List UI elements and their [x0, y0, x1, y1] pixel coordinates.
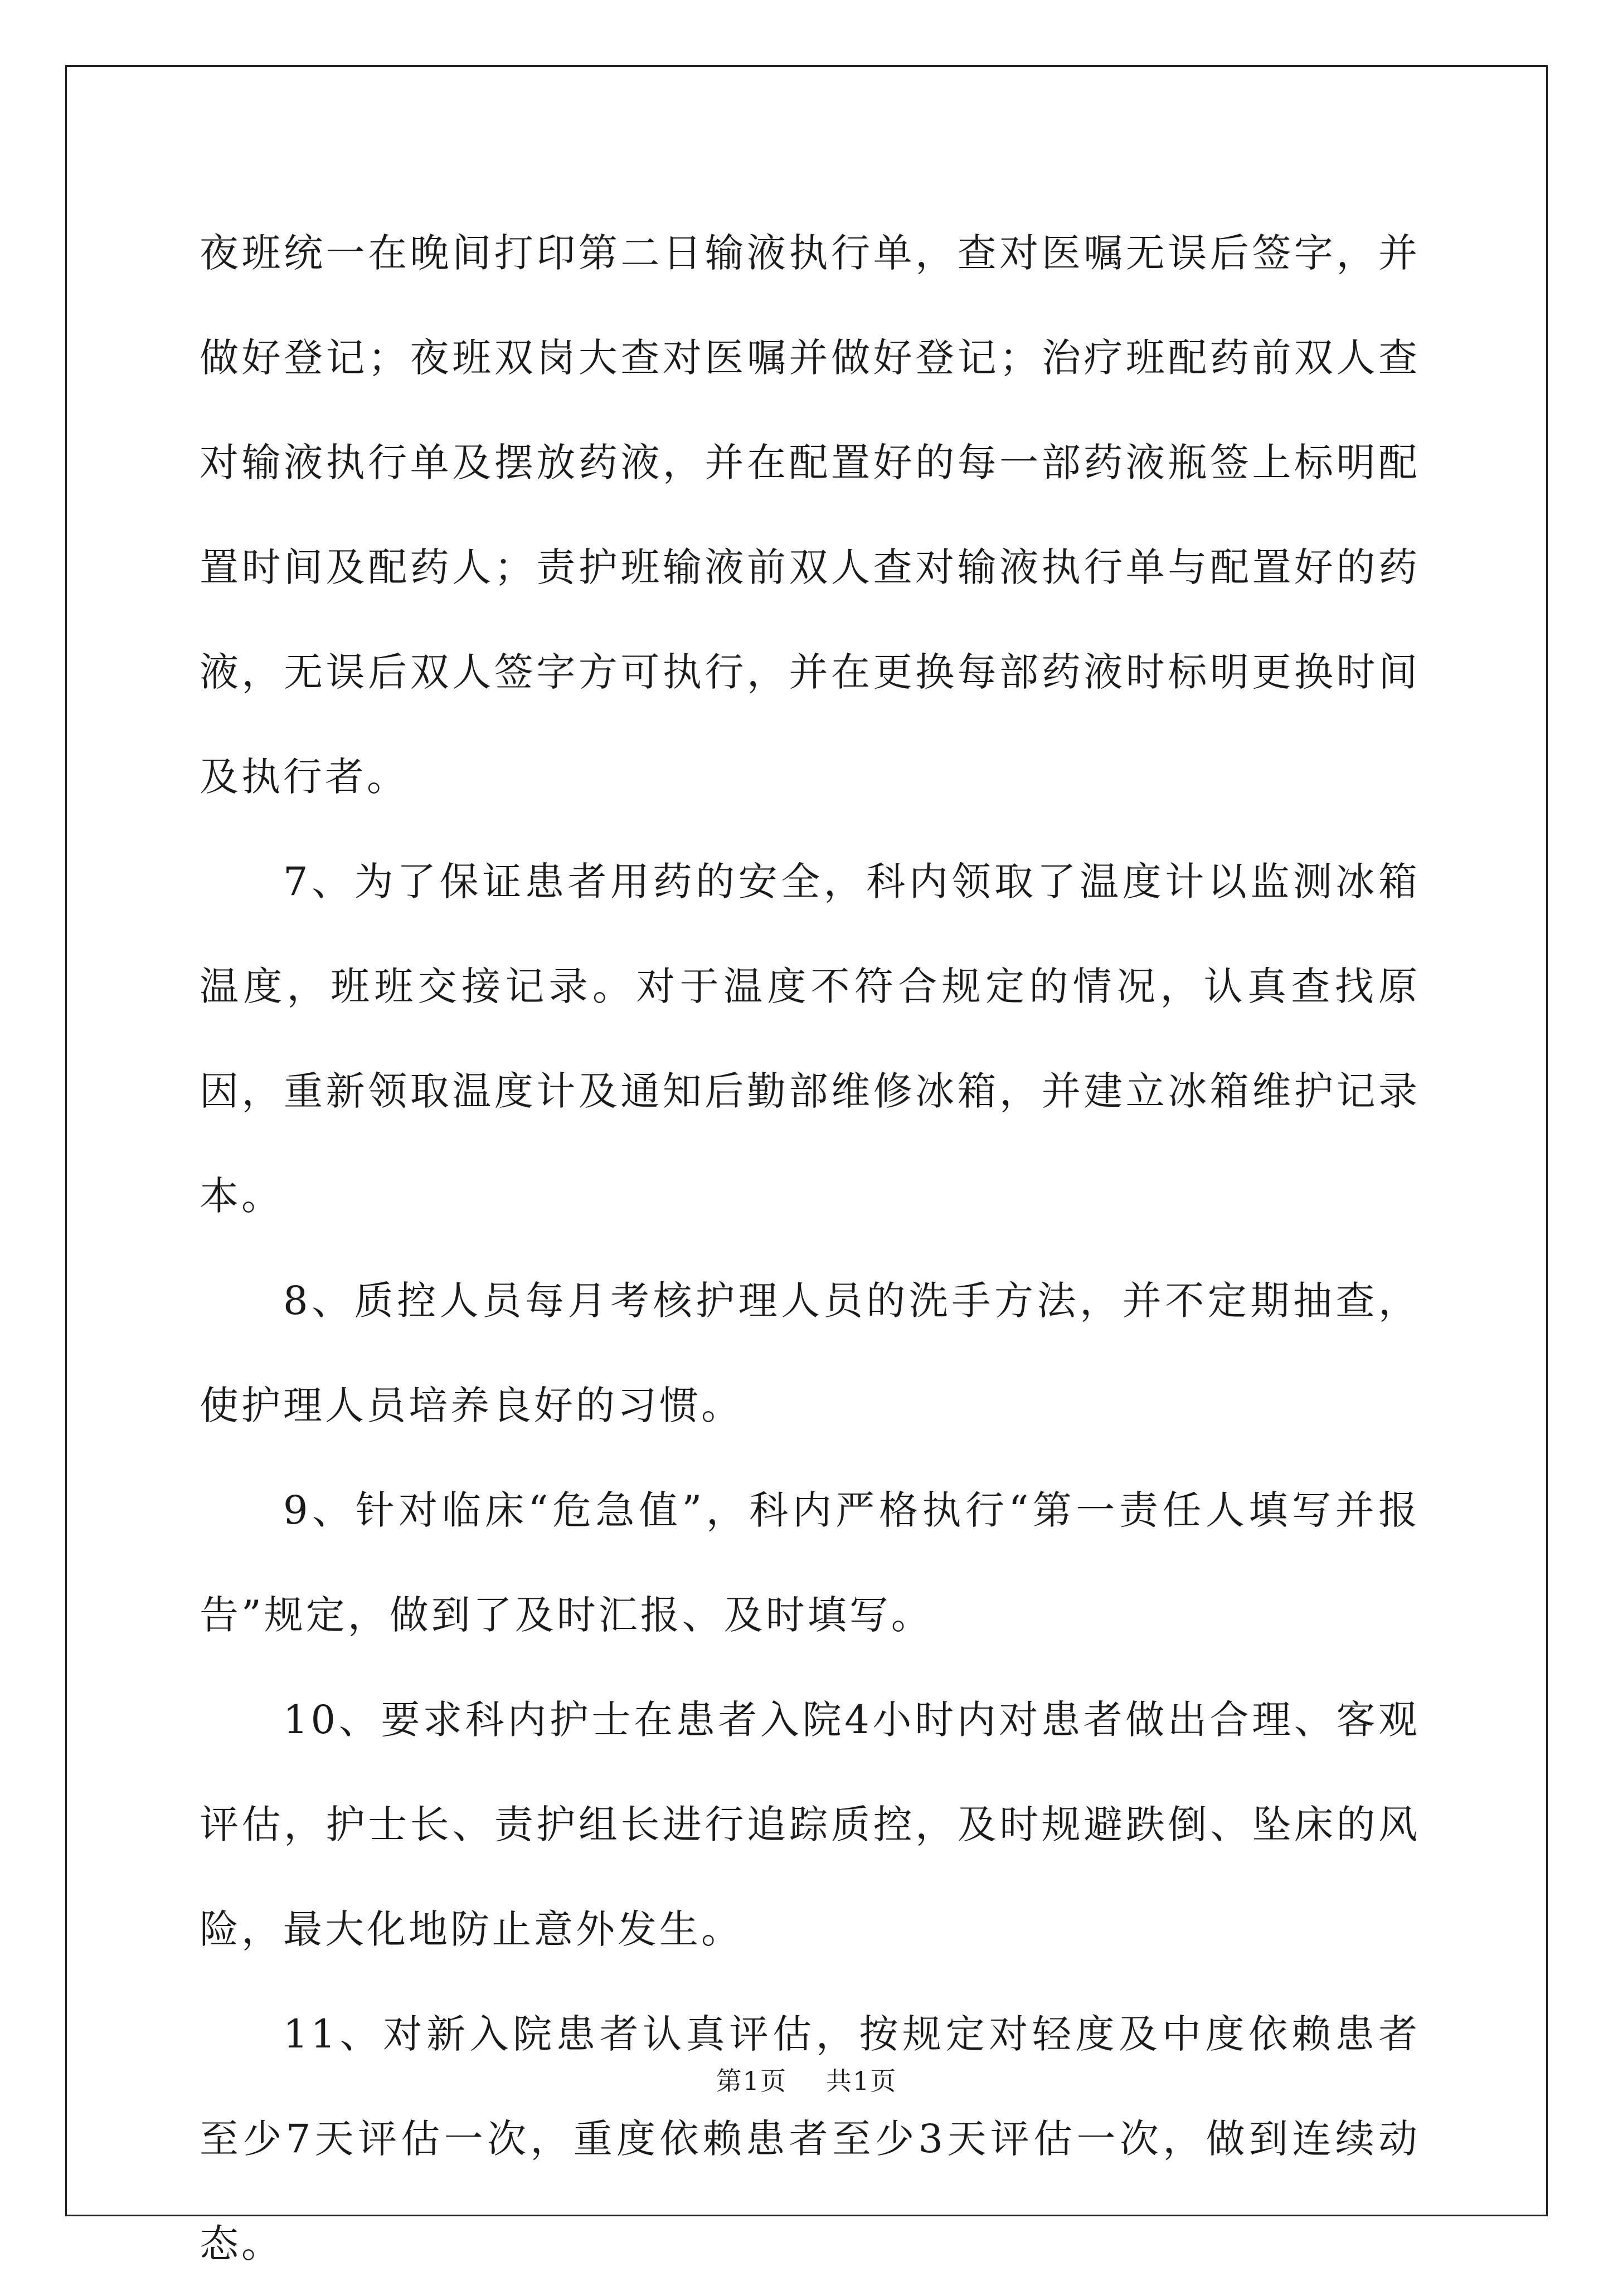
paragraph-item-10: 10、要求科内护士在患者入院4小时内对患者做出合理、客观评估，护士长、责护组长进行追踪质控，及时规避跌倒、坠床的风险，最大化地防止意外发生。 — [200, 1697, 1420, 1952]
document-body — [200, 201, 1420, 2296]
page-number-current: 第1页 — [716, 2066, 787, 2096]
paragraph-item-8: 8、质控人员每月考核护理人员的洗手方法，并不定期抽查，使护理人员培养良好的习惯。 — [200, 1278, 1420, 1428]
page-number-total: 共1页 — [826, 2066, 897, 2096]
paragraph-item-11: 11、对新入院患者认真评估，按规定对轻度及中度依赖患者至少7天评估一次，重度依赖患者至少3天评估一次，做到连续动态。 — [200, 2011, 1420, 2266]
paragraph-continuation: 夜班统一在晚间打印第二日输液执行单，查对医嘱无误后签字，并做好登记；夜班双岗大查对医嘱并做好登记；治疗班配药前双人查对输液执行单及摆放药液，并在配置好的每一部药液瓶签上标明配置时间及配药人；责护班输液前双人查对输液执行单与配置好的药液，无误后双人签字方可执行，并在更换每部药液时标明更换时间及执行者。 — [200, 230, 1420, 800]
page-footer — [0, 2061, 1613, 2098]
paragraph-item-7: 7、为了保证患者用药的安全，科内领取了温度计以监测冰箱温度，班班交接记录。对于温度不符合规定的情况，认真查找原因，重新领取温度计及通知后勤部维修冰箱，并建立冰箱维护记录本。 — [200, 859, 1420, 1219]
paragraph-item-9: 9、针对临床“危急值”，科内严格执行“第一责任人填写并报告”规定，做到了及时汇报、及时填写。 — [200, 1487, 1420, 1638]
